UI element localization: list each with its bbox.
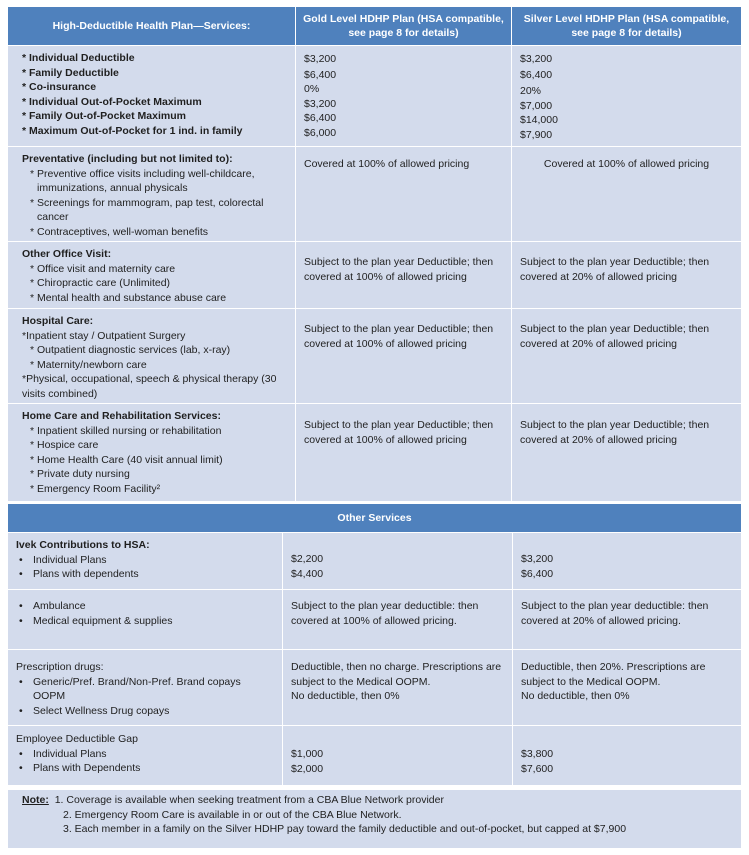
list-item: * Home Health Care (40 visit annual limit)	[30, 453, 223, 466]
gold-value: $6,400	[304, 112, 337, 124]
gold-prescription	[283, 650, 513, 725]
label-individual-deductible: * Individual Deductible	[22, 52, 135, 64]
footnotes	[8, 790, 741, 848]
silver-prescription	[513, 650, 741, 725]
list-item: * Mental health and substance abuse care	[30, 291, 227, 304]
silver-value: $6,400	[521, 567, 554, 580]
list-item: • Ambulance	[16, 599, 274, 614]
silver-value: $3,200	[521, 553, 554, 565]
footnote-3: 3. Each member in a family on the Silver HDHP pay toward the family deductible and out-of-pocket, but capped at $7,900	[63, 823, 627, 835]
gold-value: $1,000	[291, 748, 324, 760]
label-family-oop-max: * Family Out-of-Pocket Maximum	[22, 110, 186, 122]
label-family-deductible: * Family Deductible	[22, 66, 119, 79]
silver-deductible-gap	[513, 726, 741, 785]
table-row	[8, 725, 741, 785]
hospital-care-services	[8, 309, 296, 403]
silver-value: No deductible, then 0%	[521, 690, 630, 702]
gold-value: $6,000	[304, 126, 337, 139]
table-row	[8, 649, 741, 725]
list-item: * Inpatient skilled nursing or rehabilitation	[30, 424, 222, 437]
label-individual-oop-max: * Individual Out-of-Pocket Maximum	[22, 95, 202, 108]
label-co-insurance: * Co-insurance	[22, 81, 97, 93]
list-item: * Outpatient diagnostic services (lab, x-ray)	[30, 344, 231, 356]
gold-preventative: Covered at 100% of allowed pricing	[296, 147, 512, 241]
silver-value: $3,200	[520, 53, 553, 65]
hdhp-services-table	[8, 7, 741, 501]
silver-value: $14,000	[520, 114, 558, 126]
list-item: * Hospice care	[30, 439, 99, 451]
other-services-header: Other Services	[8, 504, 741, 532]
footnote-2: 2. Emergency Room Care is available in or out of the CBA Blue Network.	[63, 808, 402, 821]
list-item: * Screenings for mammogram, pap test, colorectal cancer	[30, 196, 264, 223]
gold-value: $3,200	[304, 97, 337, 110]
list-item: *Inpatient stay / Outpatient Surgery	[22, 329, 186, 342]
gold-value: Deductible, then no charge. Prescriptions are subject to the Medical OOPM.	[291, 661, 502, 688]
list-item: • Select Wellness Drug copays	[16, 704, 274, 719]
list-item: • Plans with dependents	[16, 567, 274, 582]
gold-hsa	[283, 533, 513, 589]
preventative-services	[8, 147, 296, 241]
gold-ambulance: Subject to the plan year deductible: then covered at 100% of allowed pricing.	[283, 590, 513, 649]
list-item: * Maternity/newborn care	[30, 358, 147, 371]
gold-hospital-care: Subject to the plan year Deductible; then covered at 100% of allowed pricing	[296, 309, 512, 403]
deductible-gap-title: Employee Deductible Gap	[16, 733, 138, 745]
silver-value: $3,800	[521, 748, 554, 760]
prescription-services	[8, 650, 283, 725]
silver-office-visit: Subject to the plan year Deductible; then covered at 20% of allowed pricing	[520, 256, 710, 283]
list-item: • Individual Plans	[16, 747, 274, 762]
table-row	[8, 589, 741, 649]
other-services-table	[8, 533, 741, 785]
hospital-care-title: Hospital Care:	[22, 315, 94, 327]
table-row	[8, 241, 741, 308]
silver-value: Deductible, then 20%. Prescriptions are subject to the Medical OOPM.	[521, 661, 706, 688]
office-visit-title: Other Office Visit:	[22, 248, 112, 260]
preventative-title: Preventative (including but not limited to):	[22, 153, 233, 165]
list-item: • Plans with Dependents	[16, 761, 274, 776]
silver-preventative: Covered at 100% of allowed pricing	[543, 158, 710, 170]
table-row	[8, 45, 741, 146]
gold-value: $2,000	[291, 762, 324, 775]
footnote-1: 1. Coverage is available when seeking treatment from a CBA Blue Network provider	[54, 794, 444, 806]
table-row	[8, 403, 741, 501]
deductible-gap-services	[8, 726, 283, 785]
silver-value: $7,900	[520, 128, 553, 141]
list-item: * Chiropractic care (Unlimited)	[30, 277, 171, 289]
home-care-title: Home Care and Rehabilitation Services:	[22, 410, 221, 422]
table-header	[8, 7, 741, 45]
gold-office-visit: Subject to the plan year Deductible; then covered at 100% of allowed pricing	[296, 242, 512, 308]
list-item: * Contraceptives, well-woman benefits	[30, 225, 208, 238]
silver-home-care: Subject to the plan year Deductible; then covered at 20% of allowed pricing	[520, 419, 710, 446]
deductible-labels	[8, 46, 296, 146]
gold-deductible-gap	[283, 726, 513, 785]
list-item: * Emergency Room Facility²	[30, 482, 161, 495]
gold-value: $3,200	[304, 53, 337, 65]
list-item: • Individual Plans	[16, 553, 274, 568]
silver-deductible-values	[512, 46, 741, 146]
header-services: High-Deductible Health Plan—Services:	[8, 7, 296, 45]
list-item: *Physical, occupational, speech & physical therapy (30 visits combined)	[22, 373, 277, 400]
silver-hospital-care: Subject to the plan year Deductible; then covered at 20% of allowed pricing	[520, 323, 710, 350]
header-gold-plan: Gold Level HDHP Plan (HSA compatible, see page 8 for details)	[296, 7, 512, 45]
prescription-title: Prescription drugs:	[16, 661, 104, 673]
hsa-title: Ivek Contributions to HSA:	[16, 539, 150, 551]
office-visit-services	[8, 242, 296, 308]
gold-value: $4,400	[291, 567, 324, 580]
silver-value: 20%	[520, 85, 542, 97]
silver-ambulance: Subject to the plan year deductible: then covered at 20% of allowed pricing.	[521, 600, 709, 627]
gold-home-care: Subject to the plan year Deductible; then covered at 100% of allowed pricing	[296, 404, 512, 501]
label-max-oop-individual-in-family: * Maximum Out-of-Pocket for 1 ind. in family	[22, 124, 243, 137]
gold-value: No deductible, then 0%	[291, 690, 400, 702]
note-label: Note:	[22, 794, 49, 806]
silver-value: $7,000	[520, 99, 553, 112]
gold-value: 0%	[304, 83, 320, 95]
silver-hsa	[513, 533, 741, 589]
hsa-contributions	[8, 533, 283, 589]
gold-value: $6,400	[304, 68, 337, 81]
gold-value: $2,200	[291, 553, 324, 565]
list-item: * Preventive office visits including well-childcare, immunizations, annual physicals	[30, 167, 255, 194]
ambulance-services	[8, 590, 283, 649]
list-item: • Generic/Pref. Brand/Non-Pref. Brand copays OOPM	[16, 675, 274, 704]
list-item: * Private duty nursing	[30, 468, 130, 480]
silver-value: $6,400	[520, 68, 553, 81]
home-care-services	[8, 404, 296, 501]
silver-value: $7,600	[521, 762, 554, 775]
header-silver-plan: Silver Level HDHP Plan (HSA compatible, see page 8 for details)	[523, 12, 730, 39]
table-row	[8, 146, 741, 241]
list-item: * Office visit and maternity care	[30, 262, 176, 275]
table-row	[8, 533, 741, 589]
table-row	[8, 308, 741, 403]
gold-deductible-values	[296, 46, 512, 146]
list-item: • Medical equipment & supplies	[16, 614, 274, 629]
